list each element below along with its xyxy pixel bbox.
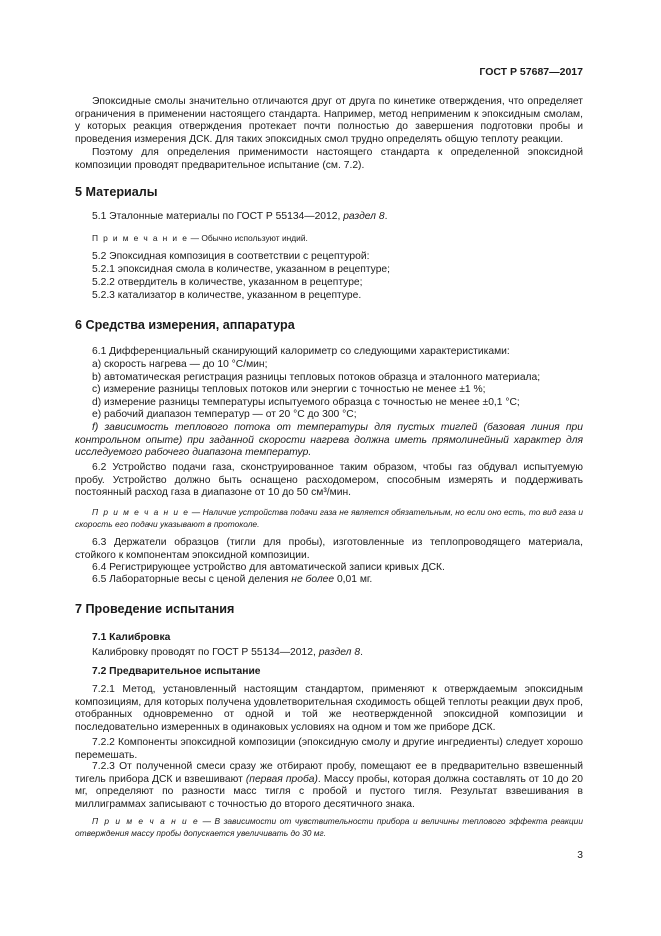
clause-5-2: 5.2 Эпоксидная композиция в соответствии с рецептурой:	[92, 251, 370, 262]
item-6-1-e: e) рабочий диапазон температур — от 20 °С до 300 °С;	[92, 409, 357, 420]
clause-6-2: 6.2 Устройство подачи газа, сконструированное таким образом, чтобы газ обдувал испытуемую пробу. Устройство должно быть оснащено расходомером, способным измерять и поддерживать постоянный расход газа в диапазоне от 10 до 50 см³/мин.	[75, 462, 583, 499]
clause-6-3: 6.3 Держатели образцов (тигли для пробы), изготовленные из теплопроводящего материала, стойкого к компонентам эпоксидной композиции.	[75, 537, 583, 561]
item-6-1-c: c) измерение разницы тепловых потоков или энергии с точностью не менее ±1 %;	[92, 384, 486, 395]
subsection-7-2-heading: 7.2 Предварительное испытание	[92, 666, 261, 677]
clause-5-2-2: 5.2.2 отвердитель в количестве, указанном в рецептуре;	[92, 277, 363, 288]
intro-paragraph-2: Поэтому для определения применимости настоящего стандарта к определенной эпоксидной композиции проводят предварительное испытание (см. 7.2).	[75, 147, 583, 171]
section-7-heading: 7 Проведение испытания	[75, 602, 235, 616]
clause-7-1-text: Калибровку проводят по ГОСТ Р 55134—2012, раздел 8.	[92, 647, 363, 658]
note-7: П р и м е ч а н и е — В зависимости от чувствительности прибора и величины теплового эффекта реакции отверждения массу пробы допускается увеличивать до 30 мг.	[75, 816, 583, 839]
clause-6-4: 6.4 Регистрирующее устройство для автоматической записи кривых ДСК.	[92, 562, 445, 573]
note-6: П р и м е ч а н и е — Наличие устройства подачи газа не является обязательным, но если оно есть, то вид газа и скорость его подачи указывают в протоколе.	[75, 507, 583, 530]
clause-7-2-1: 7.2.1 Метод, установленный настоящим стандартом, применяют к отверждаемым эпоксидным композициям, для которых получена удовлетворительная сходимость общей теплоты реакции двух проб, отобранных одновременно от одной и той же неотвержденной эпоксидной композиции и последовательно измеренных в одинаковых условиях на одном и том же приборе ДСК.	[75, 684, 583, 734]
section-6-heading: 6 Средства измерения, аппаратура	[75, 318, 295, 332]
document-code-header: ГОСТ Р 57687—2017	[479, 66, 583, 78]
item-6-1-f: f) зависимость теплового потока от температуры для пустых тиглей (базовая линия при контрольном опыте) при заданной скорости нагрева должна иметь прямолинейный характер для исследуемого рабочего диапазона температур.	[75, 422, 583, 459]
note-5: П р и м е ч а н и е — Обычно используют индий.	[92, 233, 308, 243]
clause-5-1: 5.1 Эталонные материалы по ГОСТ Р 55134—2012, раздел 8.	[92, 211, 388, 222]
clause-5-1-ref: раздел 8	[343, 211, 385, 222]
section-5-heading: 5 Материалы	[75, 185, 158, 199]
clause-6-1: 6.1 Дифференциальный сканирующий калориметр со следующими характеристиками:	[92, 346, 510, 357]
clause-5-2-3: 5.2.3 катализатор в количестве, указанном в рецептуре.	[92, 290, 362, 301]
item-6-1-d: d) измерение разницы температуры испытуемого образца с точностью не менее ±0,1 °С;	[92, 397, 520, 408]
clause-7-2-3: 7.2.3 От полученной смеси сразу же отбирают пробу, помещают ее в предварительно взвешенный тигель прибора ДСК и взвешивают (первая проба). Массу пробы, которая должна составлять от 10 до 20 мг, определяют по разности масс тигля с пробой и пустого тигля. Результат взвешивания в миллиграммах записывают с точностью до второго десятичного знака.	[75, 761, 583, 811]
intro-paragraph-1: Эпоксидные смолы значительно отличаются друг от друга по кинетике отверждения, что определяет ограничения в применении настоящего стандарта. Например, метод неприменим к эпоксидным смолам, у которых реакция отверждения протекает почти полностью до завершения подготовки пробы и проведения измерения ДСК. Для таких эпоксидных смол трудно определять общую теплоту реакции.	[75, 96, 583, 146]
page-number: 3	[577, 850, 583, 861]
item-6-1-b: b) автоматическая регистрация разницы тепловых потоков образца и эталонного материала;	[92, 372, 541, 383]
subsection-7-1-heading: 7.1 Калибровка	[92, 632, 171, 643]
clause-7-2-2: 7.2.2 Компоненты эпоксидной композиции (эпоксидную смолу и другие ингредиенты) следует хорошо перемешать.	[75, 737, 583, 761]
clause-5-2-1: 5.2.1 эпоксидная смола в количестве, указанном в рецептуре;	[92, 264, 391, 275]
item-6-1-a: a) скорость нагрева — до 10 °С/мин;	[92, 359, 268, 370]
clause-6-5: 6.5 Лабораторные весы с ценой деления не более 0,01 мг.	[92, 574, 373, 585]
